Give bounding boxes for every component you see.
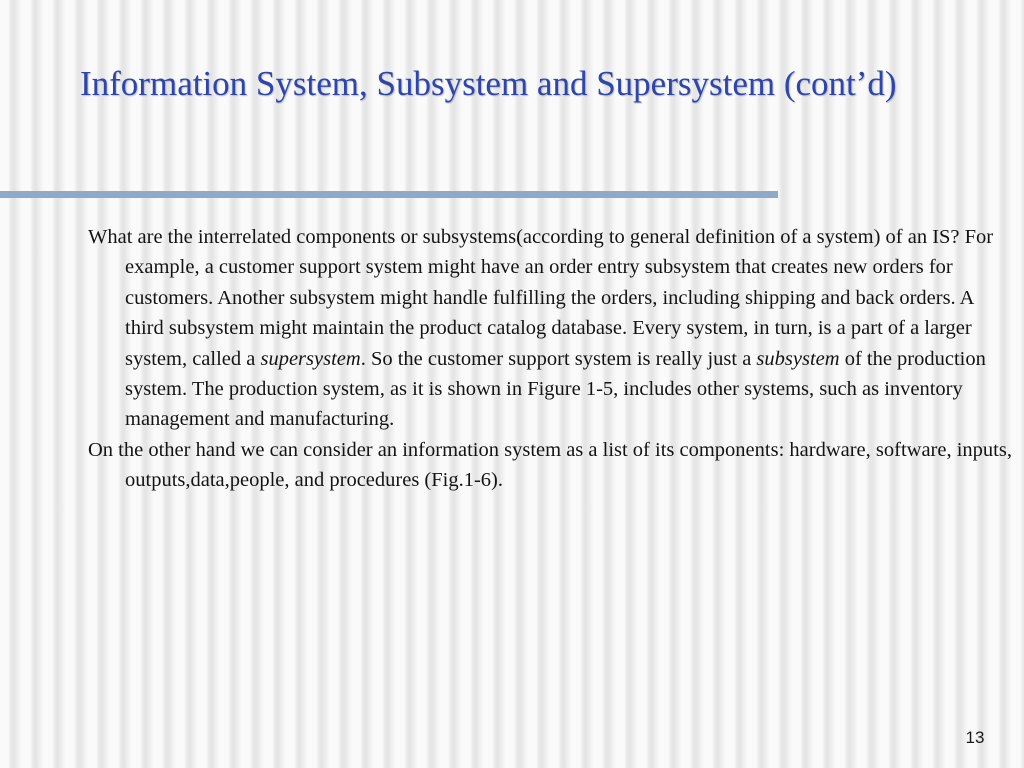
title-divider bbox=[0, 191, 778, 198]
slide-title: Information System, Subsystem and Supersystem (cont’d) bbox=[80, 64, 897, 103]
supersystem-term: supersystem bbox=[260, 347, 361, 370]
paragraph-text: . So the customer support system is really just a bbox=[360, 347, 757, 370]
paragraph-subsystems bbox=[88, 222, 1012, 435]
paragraph-text: What are the interrelated components or subsystems(according to general definition of a system) of an IS? For example, a customer support system might have an order entry subsystem that creates new orders for customers. Another subsystem might handle fulfilling the orders, including shipping and back orders. A third subsystem might maintain the product catalog database. Every system, in turn, is a part of a larger system, called a bbox=[88, 226, 994, 370]
paragraph-text: of the production system. The production system, as it is shown in Figure 1-5, includes other systems, such as inventory management and manufacturing. bbox=[125, 347, 986, 431]
slide-body bbox=[88, 222, 1012, 496]
page-number: 13 bbox=[965, 728, 985, 747]
paragraph-components: On the other hand we can consider an information system as a list of its components: hardware, software, inputs, outputs,data,people, and procedures (Fig.1-6). bbox=[88, 438, 1012, 492]
subsystem-term: subsystem bbox=[756, 347, 840, 370]
